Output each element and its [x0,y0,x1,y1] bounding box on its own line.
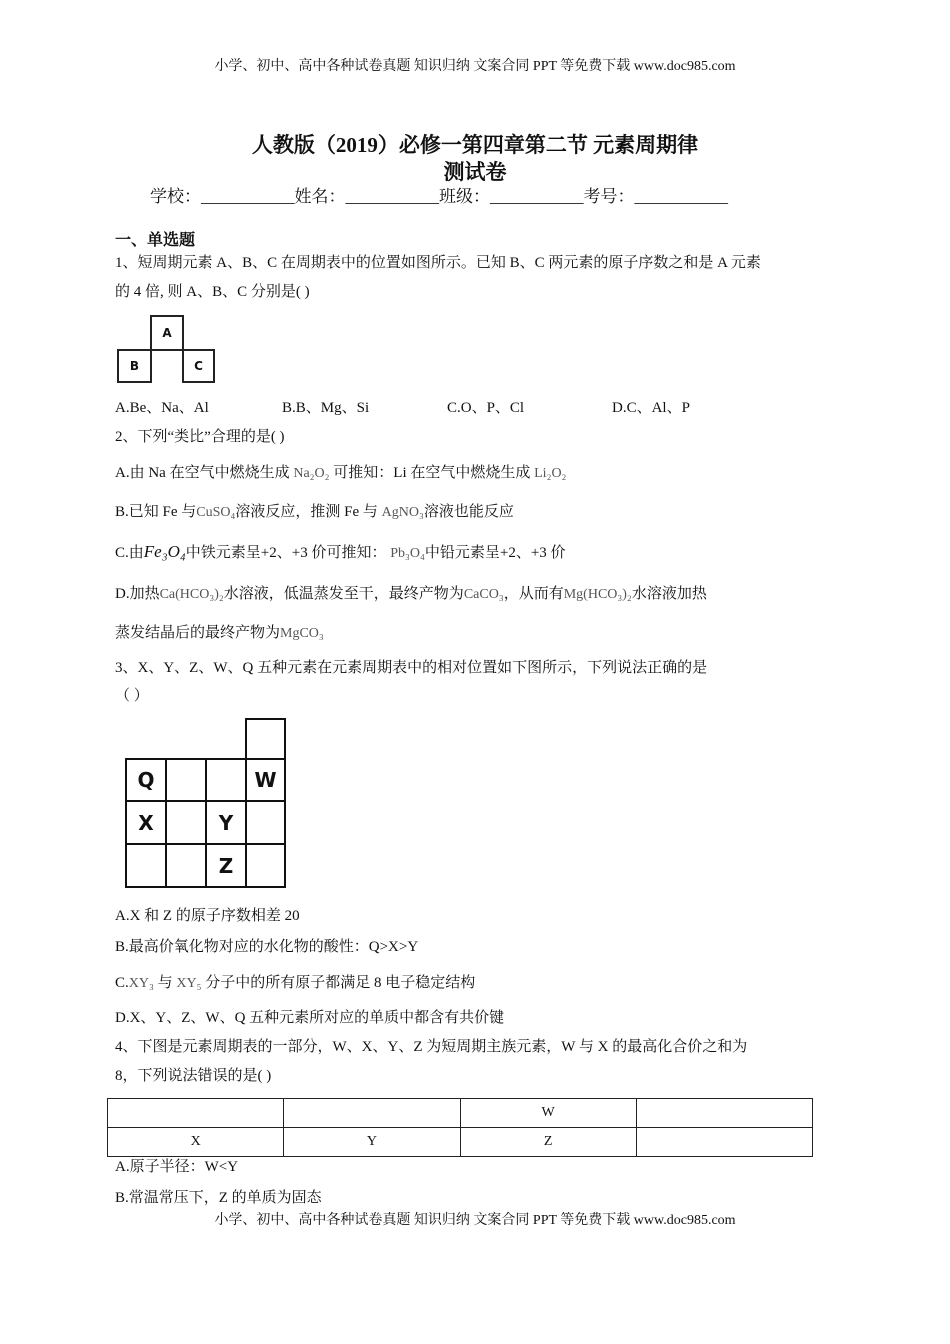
table-cell [284,1099,460,1128]
grid-cell [245,800,286,845]
q4-option-a: A.原子半径：W<Y [115,1159,239,1175]
grid-cell-x: X [125,800,167,845]
q3-stem: 3、X、Y、Z、W、Q 五种元素在元素周期表中的相对位置如下图所示，下列说法正确的是 [115,660,708,676]
grid-cell [245,718,286,760]
table-cell [636,1099,812,1128]
table-cell: W [460,1099,636,1128]
q3-option-b: B.最高价氧化物对应的水化物的酸性：Q>X>Y [115,939,419,955]
grid-cell [205,758,247,802]
q4-stem: 4、下图是元素周期表的一部分，W、X、Y、Z 为短周期主族元素，W 与 X 的最高化合价之和为 [115,1039,748,1055]
grid-cell [165,758,207,802]
q3-option-c: C.XY₃ 与 XY₅ 分子中的所有原子都满足 8 电子稳定结构 [115,975,476,991]
q2-stem: 2、下列“类比”合理的是( ) [115,429,285,445]
table-cell: Z [460,1128,636,1157]
table-row [108,1128,813,1157]
document-subtitle: 测试卷 [443,160,507,184]
grid-cell [245,843,286,888]
section-heading: 一、单选题 [115,232,196,249]
q4-periodic-table [107,1098,813,1157]
q1-fig-c: C [182,349,215,383]
q2-option-c: C.由Fe₃O₄中铁元素呈+2、+3 价可推知： Pb₃O₄中铅元素呈+2、+3 价 [115,542,566,561]
table-cell: X [108,1128,284,1157]
table-cell [636,1128,812,1157]
q3-option-a: A.X 和 Z 的原子序数相差 20 [115,908,300,924]
q2-option-a: A.由 Na 在空气中燃烧生成 Na₂O₂ 可推知：Li 在空气中燃烧生成 Li₂O₂ [115,465,567,481]
grid-cell-q: Q [125,758,167,802]
q1-stem-2: 的 4 倍, 则 A、B、C 分别是( ) [115,284,310,300]
document-title: 人教版（2019）必修一第四章第二节 元素周期律 [251,133,699,157]
q1-stem: 1、短周期元素 A、B、C 在周期表中的位置如图所示。已知 B、C 两元素的原子序数之和是 A 元素 [115,255,761,271]
q2-option-b: B.已知 Fe 与CuSO₄溶液反应，推测 Fe 与 AgNO₃溶液也能反应 [115,504,514,520]
q3-stem-2: （ ） [115,688,149,704]
student-info-fields: 学校：___________姓名：___________班级：___________考号：___________ [150,187,728,206]
q1-fig-b: B [117,349,152,383]
page-header: 小学、初中、高中各种试卷真题 知识归纳 文案合同 PPT 等免费下载 www.doc985.com [214,59,736,74]
table-row [108,1099,813,1128]
q4-stem-2: 8，下列说法错误的是( ) [115,1068,272,1084]
q3-option-d: D.X、Y、Z、W、Q 五种元素所对应的单质中都含有共价键 [115,1010,505,1026]
q4-option-b: B.常温常压下，Z 的单质为固态 [115,1190,322,1206]
q1-option-c: C.O、P、Cl [447,400,525,416]
grid-cell-y: Y [205,800,247,845]
page-footer: 小学、初中、高中各种试卷真题 知识归纳 文案合同 PPT 等免费下载 www.doc985.com [214,1213,736,1228]
q1-fig-a: A [150,315,184,351]
grid-cell-w: W [245,758,286,802]
q1-option-d: D.C、Al、P [612,400,690,416]
grid-cell [125,843,167,888]
q2-option-d: D.加热Ca(HCO₃)₂水溶液，低温蒸发至干，最终产物为CaCO₃，从而有Mg(HCO₃)₂水溶液加热 [115,586,707,602]
q1-option-a: A.Be、Na、Al [115,400,209,416]
q2-option-d-cont: 蒸发结晶后的最终产物为MgCO₃ [115,625,324,641]
grid-cell [165,800,207,845]
q1-option-b: B.B、Mg、Si [282,400,370,416]
table-cell [108,1099,284,1128]
table-cell: Y [284,1128,460,1157]
grid-cell [165,843,207,888]
grid-cell-z: Z [205,843,247,888]
